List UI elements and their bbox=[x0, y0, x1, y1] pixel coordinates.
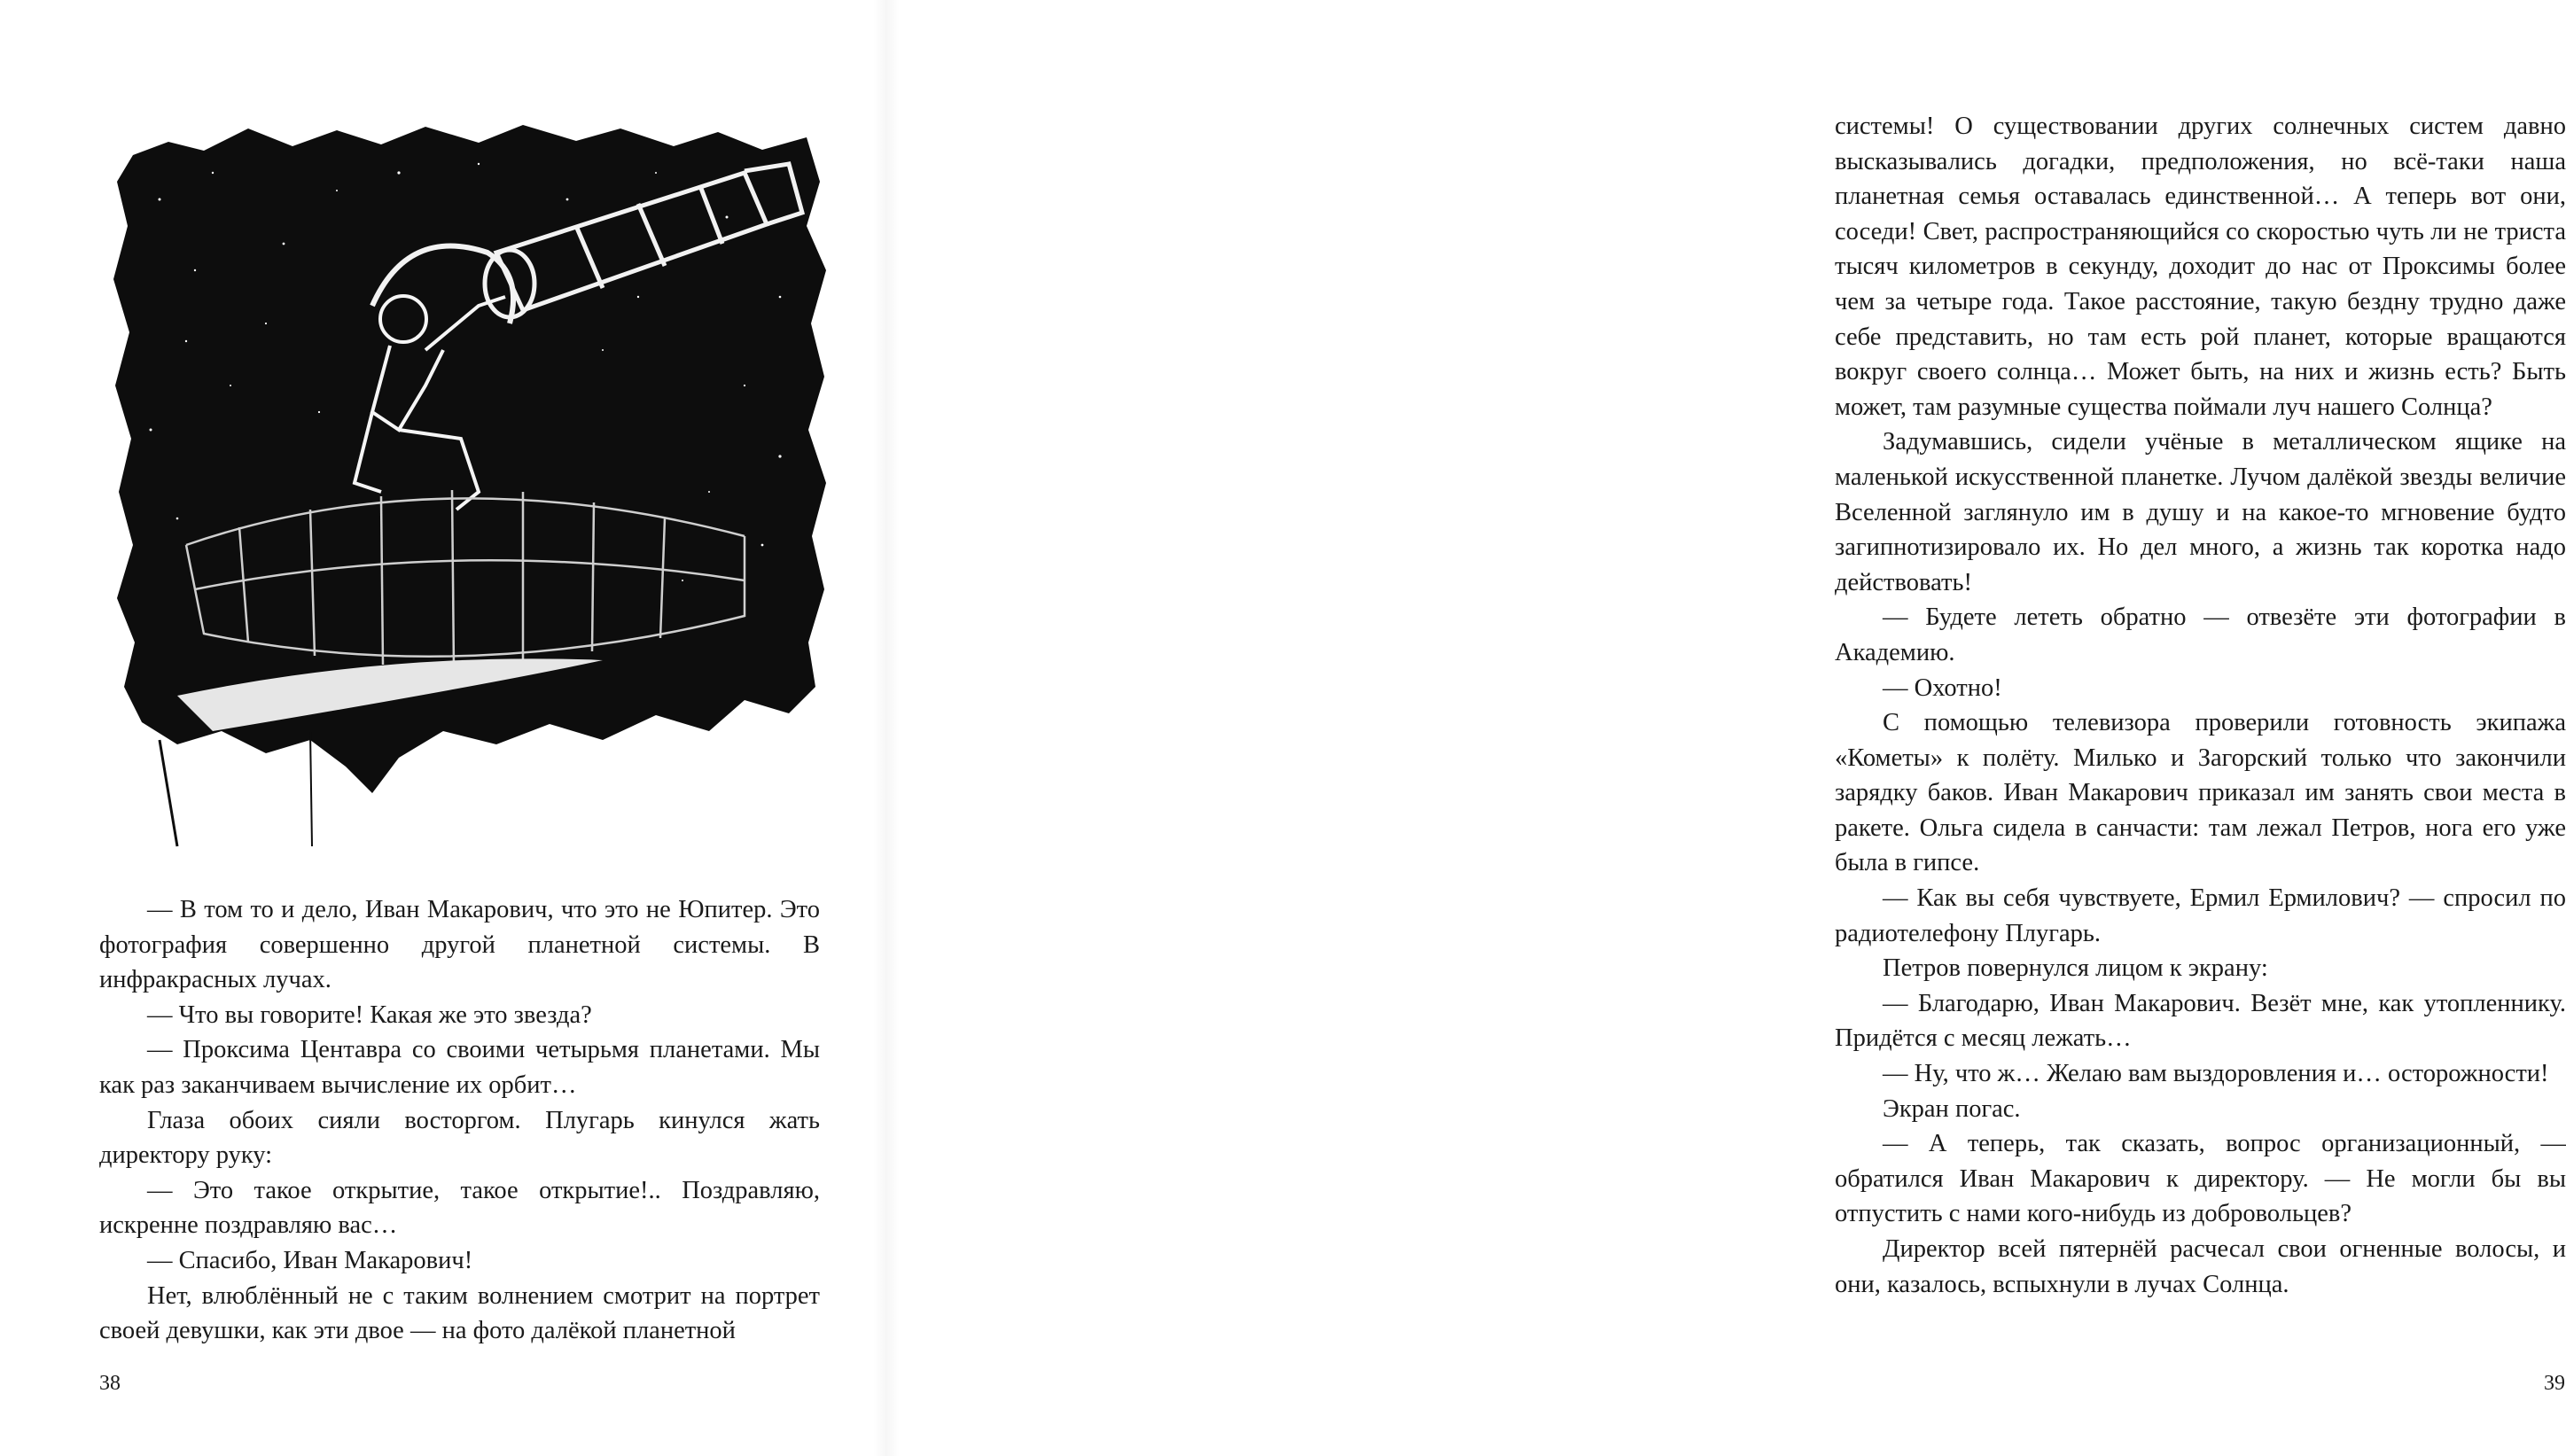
observatory-illustration bbox=[106, 120, 829, 846]
right-page-text bbox=[1835, 109, 2566, 1302]
paragraph: Задумавшись, сидели учёные в металлическом ящике на маленькой искусственной планетке. Лучом далёкой звезды величие Вселенной заглянуло им в душу и на какое-то мгновение будто загипнотизировало их. Но дел много, а жизнь так коротка надо действовать! bbox=[1835, 428, 2566, 596]
paragraph: — Будете лететь обратно — отвезёте эти фотографии в Академию. bbox=[1835, 603, 2566, 666]
right-page bbox=[886, 0, 2566, 1456]
paragraph: — Охотно! bbox=[1883, 673, 2002, 702]
paragraph: — Ну, что ж… Желаю вам выздоровления и… осторожности! bbox=[1883, 1060, 2549, 1088]
paragraph: — Что вы говорите! Какая же это звезда? bbox=[147, 1001, 592, 1029]
paragraph: — Это такое открытие, такое открытие!.. Поздравляю, искренне поздравляю вас… bbox=[99, 1176, 820, 1240]
paragraph: С помощью телевизора проверили готовность экипажа «Кометы» к полёту. Милько и Загорский только что закончили зарядку баков. Иван Макарович приказал им занять свои места в ракете. Ольга сидела в санчасти: там лежал Петров, нога его уже была в гипсе. bbox=[1835, 709, 2566, 877]
paragraph: Нет, влюблённый не с таким волнением смотрит на портрет своей девушки, как эти двое — на фото далёкой планетной bbox=[99, 1281, 820, 1345]
left-page bbox=[0, 0, 886, 1456]
paragraph: — Как вы себя чувствуете, Ермил Ермилович? — спросил по радиотелефону Плугарь. bbox=[1835, 884, 2566, 947]
page-number-left: 38 bbox=[99, 1372, 121, 1395]
paragraph: — А теперь, так сказать, вопрос организационный, — обратился Иван Макарович к директору. — Не могли бы вы отпустить с нами кого-нибудь из добровольцев? bbox=[1835, 1130, 2566, 1228]
paragraph: Директор всей пятернёй расчесал свои огненные волосы, и они, казалось, вспыхнули в лучах Солнца. bbox=[1835, 1235, 2566, 1298]
paragraph: — В том то и дело, Иван Макарович, что это не Юпитер. Это фотография совершенно другой планетной системы. В инфракрасных лучах. bbox=[99, 896, 820, 994]
paragraph: — Спасибо, Иван Макарович! bbox=[147, 1246, 473, 1274]
paragraph: — Благодарю, Иван Макарович. Везёт мне, как утопленнику. Придётся с месяц лежать… bbox=[1835, 989, 2566, 1053]
paragraph-continuation: системы! О существовании других солнечных систем давно высказывались догадки, предположения, но всё-таки наша планетная семья оставалась единственной… А теперь вот они, соседи! Свет, распространяющийся со скоростью чуть ли не триста тысяч километров в секунду, доходит до нас от Проксимы более чем за четыре года. Такое расстояние, такую бездну трудно даже себе представить, но там есть рой планет, которые вращаются вокруг своего солнца… Может быть, на них и жизнь есть? Быть может, там разумные существа поймали луч нашего Солнца? bbox=[1835, 113, 2566, 421]
paragraph: Глаза обоих сияли восторгом. Плугарь кинулся жать директору руку: bbox=[99, 1106, 820, 1170]
paragraph: — Проксима Центавра со своими четырьмя планетами. Мы как раз заканчиваем вычисление их орбит… bbox=[99, 1036, 820, 1099]
paragraph: Экран погас. bbox=[1883, 1094, 2021, 1123]
page-number-right: 39 bbox=[2544, 1372, 2565, 1395]
paragraph: Петров повернулся лицом к экрану: bbox=[1883, 954, 2268, 983]
left-page-text bbox=[99, 892, 820, 1349]
